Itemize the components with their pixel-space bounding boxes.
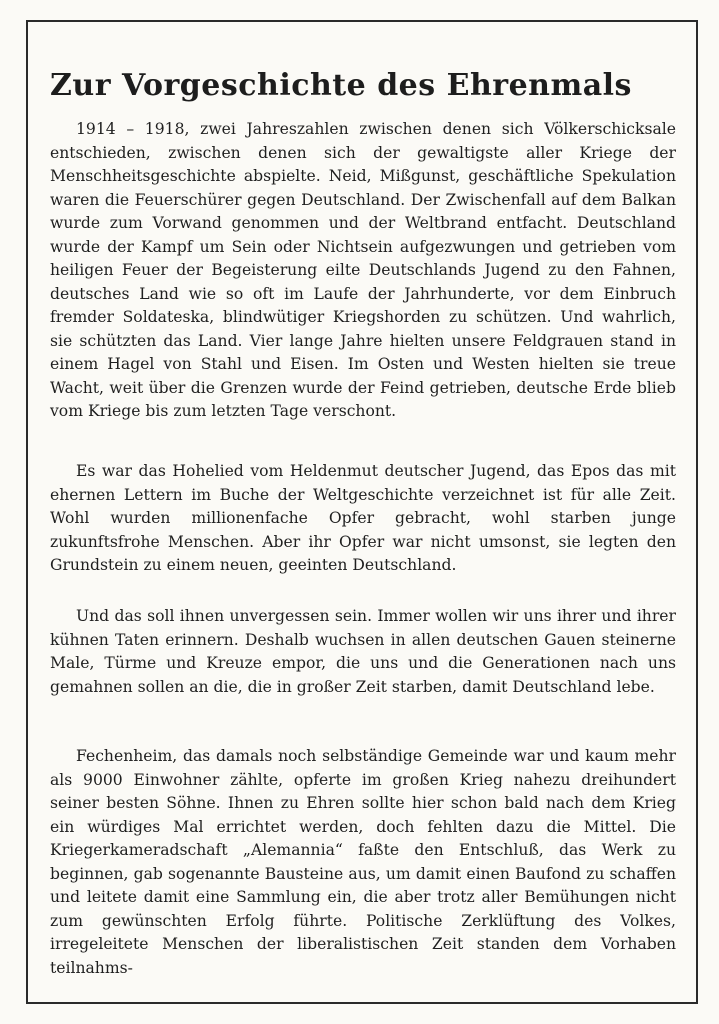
paragraph-2: Es war das Hohelied vom Heldenmut deutscher Jugend, das Epos das mit ehernen Lettern im Buche der Weltgeschichte verzeichnet ist für alle Zeit. Wohl wurden millionenfache Opfer gebracht, wohl starben junge zukunftsfrohe Menschen. Aber ihr Opfer war nicht umsonst, sie legten den Grundstein zu einem neuen, geeinten Deutschland. [50, 462, 676, 574]
paragraph-1: 1914 – 1918, zwei Jahreszahlen zwischen denen sich Völkerschicksale entschieden, zwischen denen sich der gewaltigste aller Kriege der Menschheitsgeschichte abspielte. Neid, Mißgunst, geschäftliche Spekulation waren die Feuerschürer gegen Deutschland. Der Zwischenfall auf dem Balkan wurde zum Vorwand genommen und der Weltbrand entfacht. Deutschland wurde der Kampf um Sein oder Nichtsein aufgezwungen und getrieben vom heiligen Feuer der Begeisterung eilte Deutschlands Jugend zu den Fahnen, deutsches Land wie so oft im Laufe der Jahrhunderte, vor dem Einbruch fremder Soldateska, blindwütiger Kriegshorden zu schützen. Und wahrlich, sie schützten das Land. Vier lange Jahre hielten unsere Feldgrauen stand in einem Hagel von Stahl und Eisen. Im Osten und Westen hielten sie treue Wacht, weit über die Grenzen wurde der Feind getrieben, deutsche Erde blieb vom Kriege bis zum letzten Tage verschont. [50, 120, 676, 420]
paragraph-3: Und das soll ihnen unvergessen sein. Immer wollen wir uns ihrer und ihrer kühnen Taten erinnern. Deshalb wuchsen in allen deutschen Gauen steinerne Male, Türme und Kreuze empor, die uns und die Generationen nach uns gemahnen sollen an die, die in großer Zeit starben, damit Deutschland lebe. [50, 607, 676, 696]
paragraph-4: Fechenheim, das damals noch selbständige Gemeinde war und kaum mehr als 9000 Einwohner zählte, opferte im großen Krieg nahezu dreihundert seiner besten Söhne. Ihnen zu Ehren sollte hier schon bald nach dem Krieg ein würdiges Mal errichtet werden, doch fehlten dazu die Mittel. Die Kriegerkameradschaft „Alemannia“ faßte den Entschluß, das Werk zu beginnen, gab sogenannte Bausteine aus, um damit einen Baufond zu schaffen und leitete damit eine Sammlung ein, die aber trotz aller Bemühungen nicht zum gewünschten Erfolg führte. Politische Zerklüftung des Volkes, irregeleitete Menschen der liberalistischen Zeit standen dem Vorhaben teilnahms- [50, 747, 676, 977]
document-title: Zur Vorgeschichte des Ehrenmals [50, 68, 632, 103]
